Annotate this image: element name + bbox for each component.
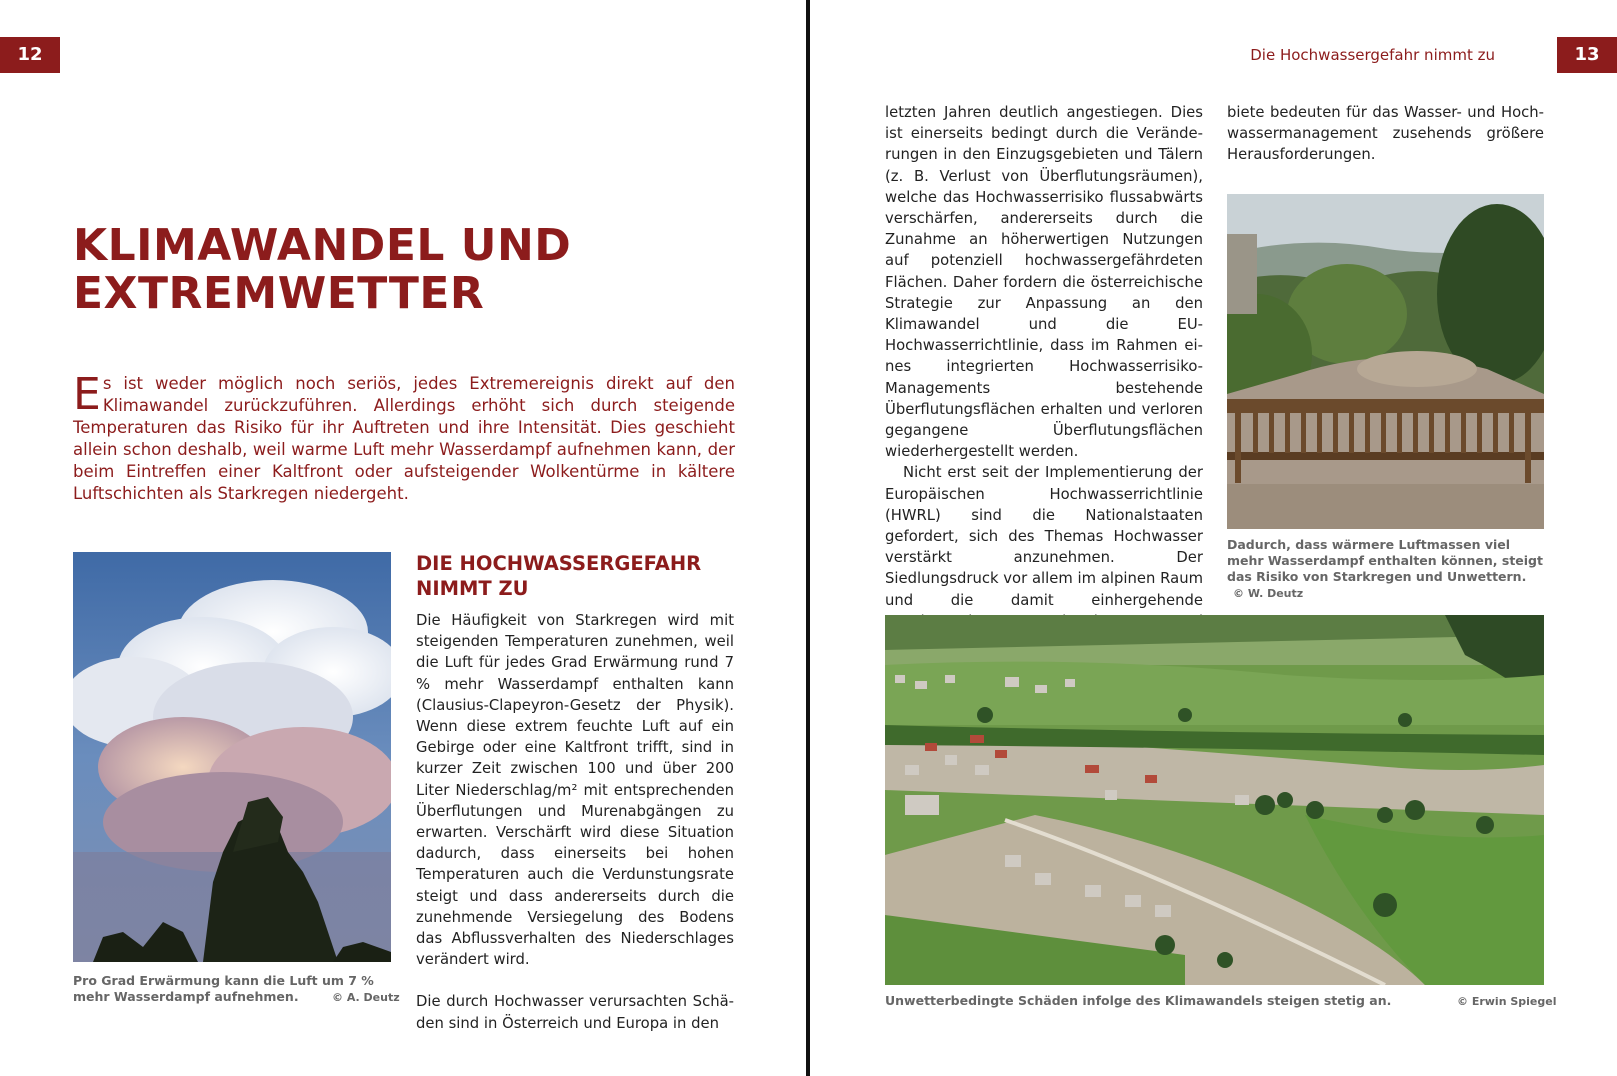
flood-photo (1227, 194, 1544, 529)
intro-paragraph (73, 369, 735, 505)
section-title-line1: DIE HOCHWASSERGEFAHR (416, 552, 702, 575)
cloud-photo-credit: © A. Deutz (332, 991, 400, 1004)
left-page (0, 0, 807, 1076)
left-paragraph-1: Die Häufigkeit von Starkregen wird mit steigenden Temperaturen zunehmen, weil die Luft für jedes Grad Erwärmung rund 7 % mehr Wasserdampf enthalten kann (Clausius-Clapeyron-Gesetz der Physik). Wenn diese extrem feuchte Luft auf ein Gebirge oder eine Kaltfront trifft, sind in kurzer Zeit zwischen 100 und über 200 Liter Niederschlag/m² mit entsprechenden Überflutungen und Murenabgängen zu erwarten. Verschärft wird diese Situation dadurch, dass einerseits bei hohen Temperaturen auch die Verdunstungsrate steigt und dass andererseits durch die zunehmende Versiegelung des Bodens das Abflussverhalten des Niederschlages verändert wird. (416, 612, 734, 969)
chapter-title-line1: KLIMAWANDEL UND (73, 220, 572, 271)
right-paragraph-2: Nicht erst seit der Implementierung der Europäischen Hochwasserrichtlinie (HWRL) sind die Nationalstaaten gefordert, sich des Themas Hochwasser verstärkt anzunehmen. Der Siedlungsdruck vor allem im alpinen Raum und die damit einhergehende (885, 464, 1203, 609)
page-number-left: 12 (0, 37, 60, 73)
running-head: Die Hochwassergefahr nimmt zu (1250, 46, 1495, 64)
book-spine (806, 0, 810, 1076)
flood-photo-credit: © W. Deutz (1233, 587, 1304, 600)
chapter-title-line2: EXTREMWETTER (73, 268, 485, 319)
right-text-column-2 (1227, 102, 1544, 166)
valley-photo-credit: © Erwin Spiegel (1457, 995, 1557, 1008)
chapter-title (73, 222, 773, 318)
flood-photo-caption (1227, 537, 1544, 602)
right-page (812, 0, 1617, 1076)
valley-photo-caption: Unwetterbedingte Schäden infolge des Klimawandels steigen stetig an. (885, 993, 1392, 1008)
flood-photo-caption-text: Dadurch, dass wärmere Luftmassen viel mehr Wasserdampf enthalten können, steigt das Risiko von Starkregen und Unwettern. (1227, 537, 1543, 584)
section-title (416, 551, 746, 601)
right-paragraph-1: letzten Jahren deutlich angestiegen. Dies ist einerseits bedingt durch die Veränderungen in den Einzugsgebieten und Tälern (z. B. Verlust von Überflutungsräumen), welche das Hochwasserrisiko flussabwärts verschärfen, andererseits durch die Zunahme an höherwertigen Nutzungen auf potenziell hochwassergefährdeten Flächen. Daher fordern die österreichische Strategie zur Anpassung an den Klimawandel und die EU-Hochwasserrichtlinie, dass im Rahmen eines integrierten Hochwasserrisiko-Managements bestehende Überflutungsflächen erhalten und verloren gegangene Überflutungsflächen wiederhergestellt werden. (885, 104, 1203, 461)
cloud-photo (73, 552, 391, 962)
left-text-column (416, 610, 734, 1034)
section-title-line2: NIMMT ZU (416, 577, 529, 600)
page-number-right: 13 (1557, 37, 1617, 73)
intro-text: s ist weder möglich noch seriös, jedes Extremereignis direkt auf den Klimawandel zurückzuführen. Allerdings erhöht sich durch steigende Temperaturen das Risiko für ihr Auftreten und ihre Intensität. Dies geschieht allein schon deshalb, weil warme Luft mehr Wasserdampf aufnehmen kann, der beim Eintreffen einer Kaltfront oder aufsteigender Wolkentürme in kältere Luftschichten als Starkregen niedergeht. (73, 374, 735, 503)
right-paragraph-3: biete bedeuten für das Wasser- und Hochwassermanagement zusehends größere Herausforderungen. (1227, 104, 1544, 164)
right-text-column-1 (885, 102, 1203, 674)
valley-photo (885, 615, 1544, 985)
dropcap: E (73, 369, 101, 420)
cloud-photo-caption: Pro Grad Erwärmung kann die Luft um 7 % mehr Wasserdampf aufnehmen. (73, 973, 374, 1004)
left-paragraph-2: Die durch Hochwasser verursachten Schäden sind in Österreich und Europa in den (416, 993, 734, 1032)
